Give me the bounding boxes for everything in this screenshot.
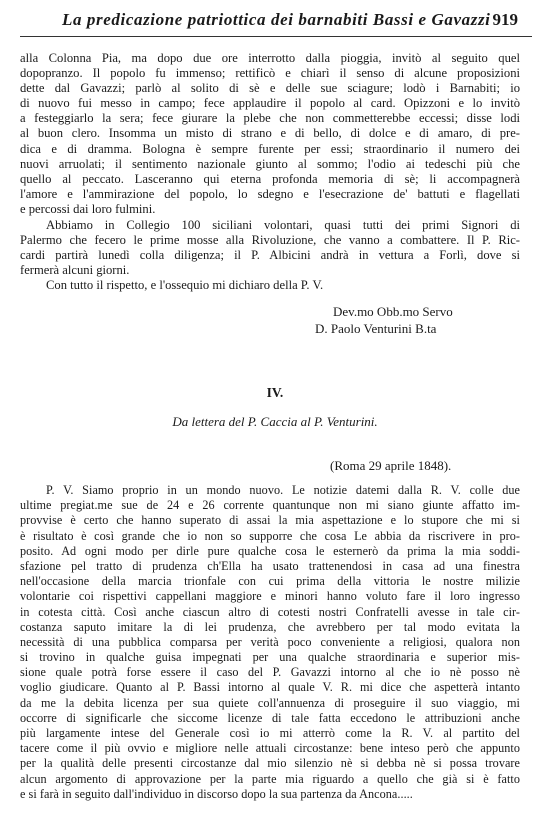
text-line: provvise è certo che hanno superato di assai la mia aspettazione e lo stupore che mi si [20, 513, 520, 528]
closing-line: Con tutto il rispetto, e l'ossequio mi dichiaro della P. V. [46, 278, 324, 292]
text-line: per la qualità delle presenti circostanze dal mio silenzio nè si debba nè si possa trovare [20, 756, 520, 771]
page-number: 919 [492, 10, 518, 29]
text-line: dette dal Gavazzi; parlò al solito di sè e delle sue sciagure; lodò i Barnabiti; io [20, 81, 520, 96]
signature-closing: Dev.mo Obb.mo Servo [333, 304, 453, 319]
text-line: alla Colonna Pia, ma dopo due ore interrotto dalla pioggia, invitò al seguito quel [20, 51, 520, 65]
text-line: è risultato è così grande che io non so supporre che cosa Le abbia da riscrivere in pro- [20, 528, 520, 543]
text-line: al buon clero. Insomma un misto di strano e di bello, di dolce e di amaro, di pre- [20, 126, 520, 141]
text-line: necessità di una pubblica comparsa per verità poco conveniente a religiosi, qualora non [20, 634, 520, 649]
text-line: l'amore e l'ammirazione del popolo, lo sdegno e l'esecrazione de' battuti e flagellati [20, 186, 520, 201]
text-line: nuovi arruolati; il sentimento nazionale giunto al sommo; l'odio ai tedeschi più che [20, 156, 520, 171]
running-title: La predicazione patriottica dei barnabiti Bassi e Gavazzi [62, 10, 491, 29]
text-line: quello al peccato. Lasceranno qui eterna profonda memoria di sè; li accompagnerà [20, 171, 520, 186]
text-line: Abbiamo in Collegio 100 siciliani volontari, quasi tutti dei primi Signori di [46, 218, 520, 232]
text-line: e percossi dai loro fulmini. [20, 201, 156, 216]
text-line: sfazione pel tratto di prudenza ch'Ella ha usato trattenendosi in casa ad una finestra [20, 558, 520, 573]
text-line: Palermo che fecero le prime mosse alla Rivoluzione, che vanno a combattere. Il P. Ric- [20, 233, 520, 248]
section-number: IV. [266, 385, 284, 400]
text-line: e si farà in seguito dall'individuo in discorso dopo la sua partenza da Ancona..... [20, 786, 413, 801]
text-line: cardi partirà lunedì colla diligenza; il P. Albicini andrà in vettura a Forlì, dove si [20, 248, 520, 263]
text-line: in cotesta città. Così anche ciascun altro di cotesti nostri Confratelli avesse in tale cir- [20, 604, 520, 619]
section-subtitle: Da lettera del P. Caccia al P. Venturini. [172, 414, 378, 429]
text-line: a festeggiarlo la sera; fece giurare la plebe che non commetterebbe eccessi; disse lodi [20, 111, 520, 126]
header-rule [20, 36, 532, 37]
text-line: ultime pregiat.me sue de 24 e 26 corrente quantunque non mi siano giunte affatto im- [20, 498, 520, 513]
text-line: tacere come il più ovvio e migliore nelle attuali circostanze: bene inteso però che appunto [20, 741, 520, 756]
text-line: nell'occasione della marcia trionfale con cui prima della vittoria le nostre milizie [20, 574, 520, 589]
letter-body [20, 483, 520, 802]
paragraph-1 [20, 51, 520, 217]
text-line: di nuovo fui messo in campo; fece applaudire il popolo al card. Opizzoni e lo invitò [20, 96, 520, 111]
letter-date: (Roma 29 aprile 1848). [330, 458, 452, 473]
text-line: si trovino in qualche guisa impegnati per una qualche straordinaria e superior mis- [20, 650, 520, 665]
text-line: da me la debita licenza per sua quiete coll'annuenza di proseguire il suo viaggio, mi [20, 695, 520, 710]
text-line: P. V. Siamo proprio in un mondo nuovo. Le notizie datemi dalla R. V. colle due [46, 483, 520, 497]
text-line: fermerà alcuni giorni. [20, 263, 130, 278]
text-line: dopopranzo. Il popolo fu immenso; rettificò e chiarì il senso di alcune proposizioni [20, 66, 520, 81]
paragraph-3 [20, 278, 520, 293]
signature-name: D. Paolo Venturini B.ta [315, 321, 437, 336]
text-line: volontarie coi rispettivi cappellani maggiore e minori hanno voluto fare il loro ingresso [20, 589, 520, 604]
text-line: voglio giudicare. Quanto al P. Bassi intorno al quale V. R. mi dice che aspetterà intanto [20, 680, 520, 695]
text-line: occorre di significarle che siccome licenze di tale fatta eccedono le attribuzioni anche [20, 710, 520, 725]
paragraph-2 [20, 218, 520, 278]
text-line: dica e di dramma. Bologna è sempre furente per essi; straordinario il numero dei [20, 141, 520, 156]
text-line: alcun argomento di approvazione per la parte mia riguardo a quello che già si è fatto [20, 771, 520, 786]
text-line: costanza saputo imitare la di lei prudenza, che avrebbero per tal modo evitata la [20, 619, 520, 634]
page-header [0, 10, 550, 42]
text-line: sione quale potrà forse essere il caso del P. Gavazzi intorno al che io nè posso nè [20, 665, 520, 680]
text-line: posito. Ad ogni modo per dirle pure qualche cosa le esternerò da prima la mia soddi- [20, 543, 520, 558]
text-line: più largamente intese del Generale così io mi atterrò come la R. V. al partito del [20, 726, 520, 740]
